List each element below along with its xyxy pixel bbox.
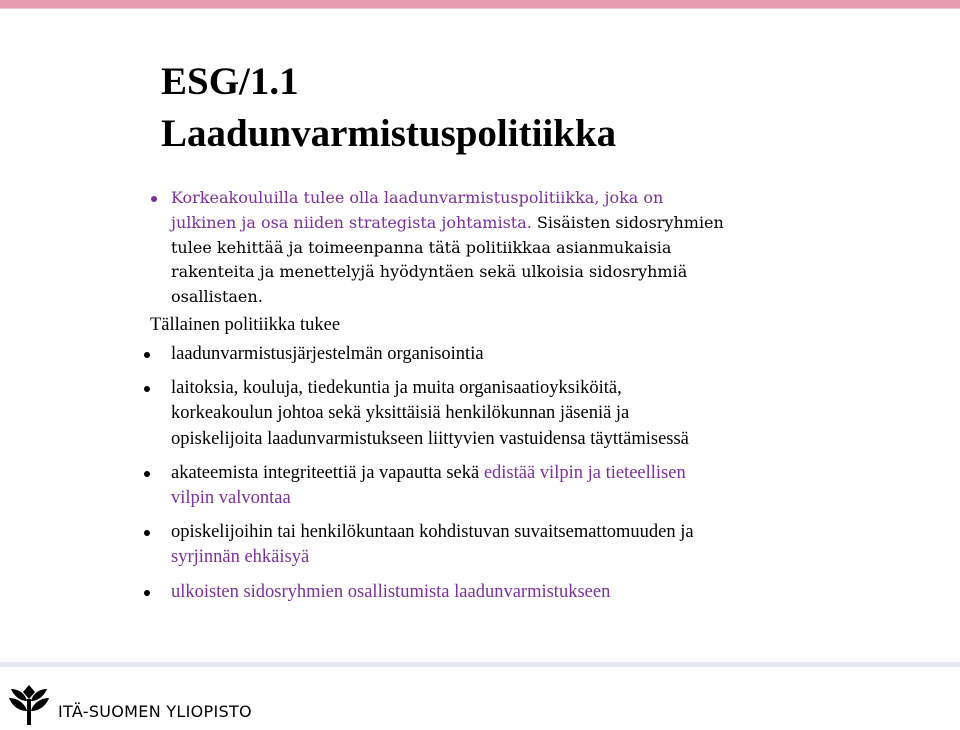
university-logo-icon [8,683,50,727]
intro-highlight-text: Korkeakouluilla tulee olla laadunvarmistuspolitiikka, joka on julkinen ja osa niiden strategista johtamista. [171,188,664,232]
list-item-text: laitoksia, kouluja, tiedekuntia ja muita organisaatioyksiköitä, korkeakoulun johtoa sekä yksittäisiä henkilökunnan jäseniä ja opiskelijoita laadunvarmistukseen liittyvien vastuidensa täyttämisessä [171,378,689,449]
bullet-icon [144,352,150,358]
list-item-highlight: edistää vilpin ja tieteellisen vilpin valvontaa [171,462,686,508]
intro-body-text: Sisäisten sidosryhmien tulee kehittää ja toimeenpanna tätä politiikkaa asianmukaisia rakenteita ja menettelyjä hyödyntäen sekä ulkoisia sidosryhmiä osallistaen. [171,212,724,307]
list-item-text: akateemista integriteettiä ja vapautta sekä [171,462,484,483]
list-item [150,376,810,452]
list-item-highlight: syrjinnän ehkäisyä [171,547,310,568]
list-item-text: opiskelijoihin tai henkilökuntaan kohdistuvan suvaitsemattomuuden ja [171,522,694,543]
slide-title [161,56,616,160]
slide-title-line-1: ESG/1.1 [161,60,299,103]
intro-paragraph [150,186,810,310]
bullet-icon [144,386,150,392]
top-rule-edge [0,8,960,9]
bottom-rule [0,662,960,667]
slide-content [150,186,810,614]
list-item [150,342,810,367]
university-name: ITÄ-SUOMEN YLIOPISTO [58,702,252,721]
bullet-icon [144,471,150,477]
list-item-text: laadunvarmistusjärjestelmän organisointia [171,343,484,364]
top-rule [0,0,960,8]
bullet-icon [144,590,150,596]
list-item-highlight: ulkoisten sidosryhmien osallistumista laadunvarmistukseen [171,581,611,602]
bullet-icon [144,530,150,536]
support-list [150,342,810,605]
lead-sentence: Tällainen politiikka tukee [150,314,341,335]
slide-title-line-2: Laadunvarmistuspolitiikka [161,112,617,155]
list-item [150,580,810,605]
list-item [150,520,810,570]
intro-bullet-icon [151,196,157,202]
list-item [150,461,810,511]
